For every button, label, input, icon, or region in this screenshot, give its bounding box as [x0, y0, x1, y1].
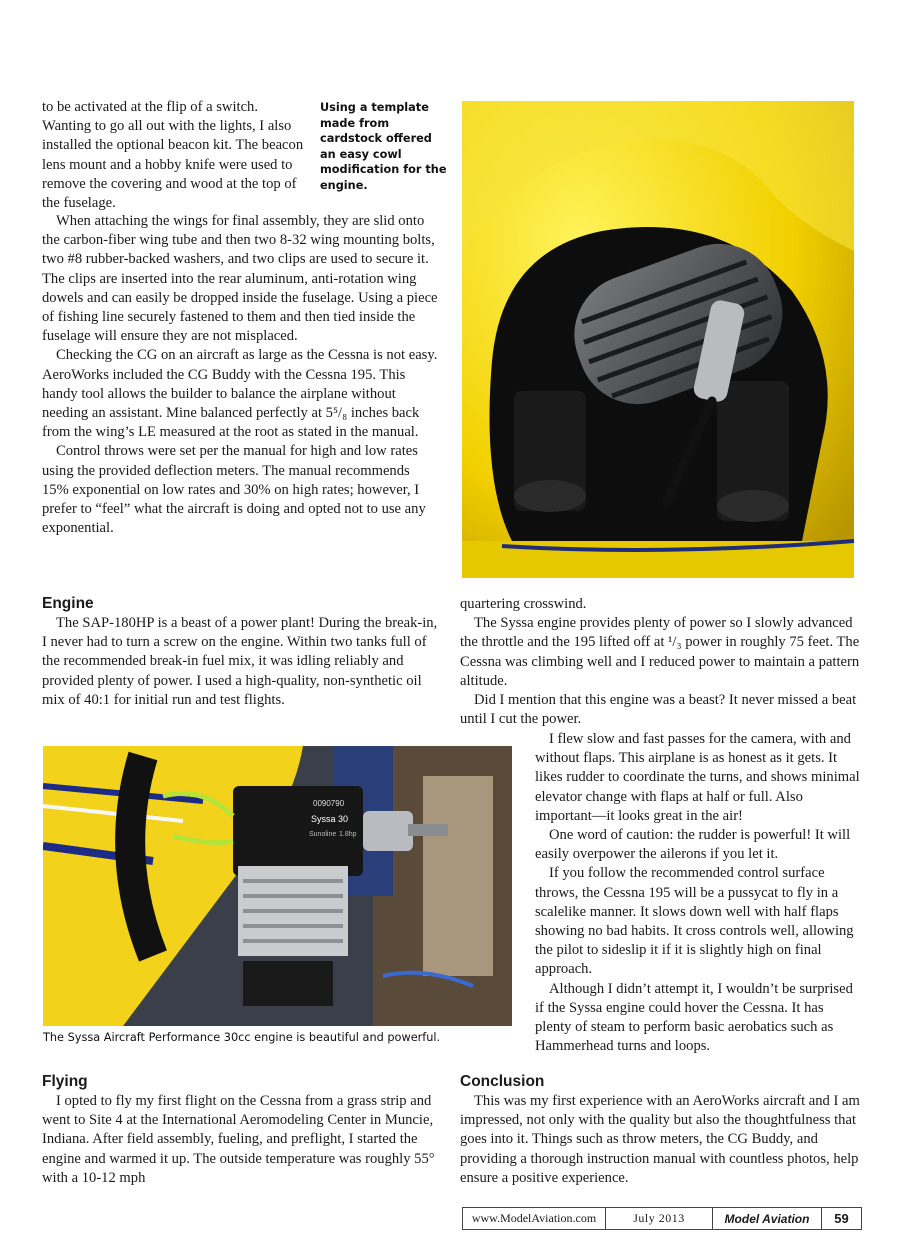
caution-paragraph: One word of caution: the rudder is powerful! It will easily overpower the ailerons if you let it.: [535, 827, 851, 863]
conclusion-heading: Conclusion: [460, 1073, 545, 1090]
intro-paragraph: to be activated at the flip of a switch. Wanting to go all out with the lights, I also installed the optional beacon kit. The beacon lens mount and a hobby knife were used to remove the covering and wood at the top of the fuselage.: [42, 99, 304, 212]
page-footer: [462, 1207, 862, 1230]
passes-paragraph: I flew slow and fast passes for the camera, with and without flaps. This airplane is as honest as it gets. It likes rudder to coordinate the turns, and shows minimal elevator change with flaps at half or full. Also important—it looks great in the air!: [535, 731, 860, 824]
flying-paragraph: I opted to fly my first flight on the Cessna from a grass strip and went to Site 4 at the International Aeromodeling Center in Muncie, Indiana. After field assembly, fueling, and preflight, I started the engine and warmed it up. The outside temperature was roughly 55° with a 10-12 mph: [42, 1093, 435, 1186]
throws-advice-paragraph: If you follow the recommended control surface throws, the Cessna 195 will be a pussycat to fly in a scalelike manner. It slows down well with half flaps showing no bad habits. It cross controls well, allowing the pilot to sideslip it if it is slightly high on final approach.: [535, 865, 854, 978]
engine-heading: Engine: [42, 595, 94, 612]
syssa-engine-photo: [43, 746, 512, 1026]
crosswind-fragment: quartering crosswind.: [460, 596, 587, 612]
engine-section: [42, 614, 440, 710]
column-2-flight: [535, 730, 860, 1056]
flying-section: [42, 1092, 440, 1188]
engine-paragraph: The SAP-180HP is a beast of a power plant! During the break-in, I never had to turn a screw on the engine. Within two tanks full of the recommended break-in fuel mix, it was idling reliably and provided plenty of power. I used a high-quality, non-synthetic oil mix of 40:1 for initial run and test flights.: [42, 615, 438, 708]
syssa-engine-illustration: [43, 746, 512, 1026]
conclusion-paragraph: This was my first experience with an AeroWorks aircraft and I am impressed, not only with the quality but also the thoughtfulness that goes into it. Things such as throw meters, the CG Buddy, and providing a thorough instruction manual with countless photos, help ensure a positive experience.: [460, 1093, 860, 1186]
footer-url[interactable]: www.ModelAviation.com: [463, 1208, 606, 1229]
footer-magazine: Model Aviation: [713, 1208, 822, 1229]
cowl-engine-illustration: [462, 101, 854, 578]
footer-page-number: 59: [834, 1211, 849, 1226]
flying-heading: Flying: [42, 1073, 88, 1090]
takeoff-paragraph: The Syssa engine provides plenty of power so I slowly advanced the throttle and the 195 lifted off at ¹/₃ power in roughly 75 feet. The Cessna was climbing well and I reduced power to maintain a pattern altitude.: [460, 615, 860, 689]
engine-maker-label: Sunoline: [309, 831, 337, 838]
engine-brand-label: Syssa 30: [311, 814, 349, 824]
footer-date: July 2013: [606, 1208, 713, 1229]
beast-paragraph: Did I mention that this engine was a beast? It never missed a beat until I cut the power.: [460, 692, 857, 728]
cowl-photo-caption: Using a template made from cardstock offered an easy cowl modification for the engine.: [320, 101, 447, 192]
throws-paragraph: Control throws were set per the manual for high and low rates using the provided deflection meters. The manual recommends 15% exponential on low rates and 30% on high rates; however, I prefer to “feel” what the aircraft is doing and opted not to use any exponential.: [42, 443, 426, 537]
cowl-engine-photo: [462, 101, 854, 578]
engine-hp-label: 1.8hp: [339, 831, 357, 838]
column-1-body: [42, 212, 440, 538]
column-2-top: [460, 595, 860, 729]
conclusion-section: [460, 1092, 860, 1188]
syssa-engine-caption: The Syssa Aircraft Performance 30cc engine is beautiful and powerful.: [43, 1031, 441, 1044]
engine-serial-label: 0090790: [313, 799, 345, 808]
wings-paragraph: When attaching the wings for final assembly, they are slid onto the carbon-fiber wing tube and then two 8-32 wing mounting bolts, two #8 rubber-backed washers, and two clips are used to secure it. The clips are inserted into the rear aluminum, anti-rotation wing dowels and can easily be dropped inside the fuselage. Using a piece of fishing line securely fastened to them and then tied inside the fuselage will ensure they are not misplaced.: [42, 213, 438, 345]
cg-paragraph: Checking the CG on an aircraft as large as the Cessna is not easy. AeroWorks included the CG Buddy with the Cessna 195. This handy tool allows the builder to balance the airplane without needing an assistant. Mine balanced perfectly at 5⁵/₈ inches back from the wing’s LE measured at the root as stated in the manual.: [42, 347, 438, 441]
hover-paragraph: Although I didn’t attempt it, I wouldn’t be surprised if the Syssa engine could hover the Cessna. It has plenty of steam to perform basic aerobatics such as Hammerhead turns and loops.: [535, 980, 853, 1055]
